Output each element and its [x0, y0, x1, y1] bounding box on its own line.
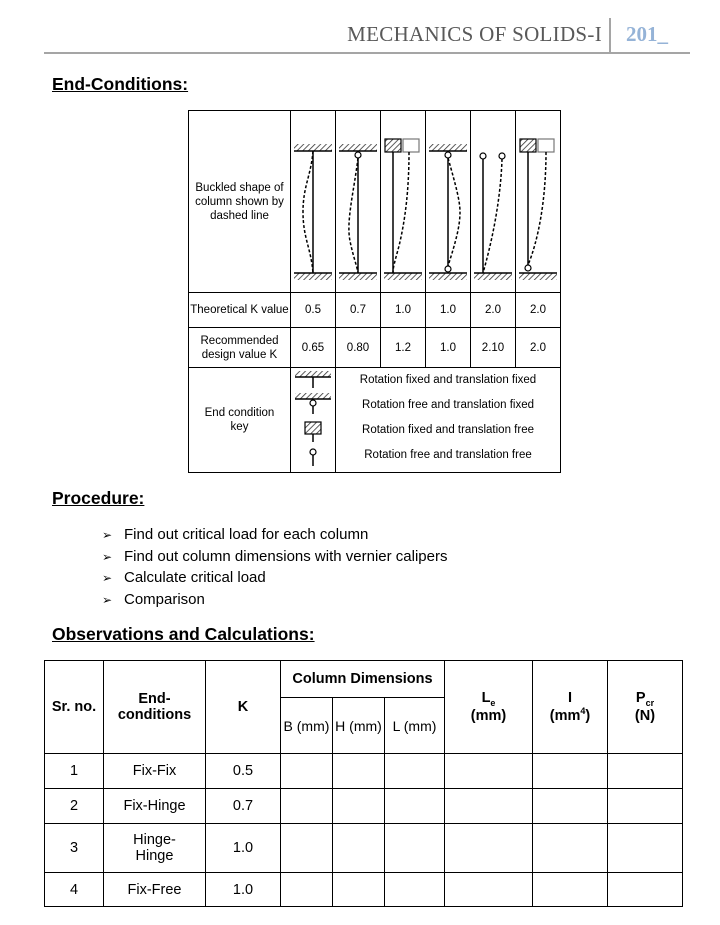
recommended-k-value: 2.10 — [471, 328, 516, 368]
key-item: Rotation fixed and translation free — [362, 424, 534, 436]
i-cell[interactable] — [533, 754, 608, 789]
b-header: B (mm) — [281, 698, 333, 754]
header-separator — [609, 18, 611, 52]
arrow-bullet-icon: ➢ — [102, 549, 113, 564]
recommended-k-value: 0.80 — [336, 328, 381, 368]
recommended-k-value: 0.65 — [291, 328, 336, 368]
theoretical-k-value: 0.7 — [336, 293, 381, 328]
column-diagram-fix-fix — [291, 111, 336, 293]
procedure-list — [102, 524, 447, 610]
k-cell: 0.7 — [206, 789, 281, 824]
l-cell[interactable] — [385, 824, 445, 873]
k-cell: 1.0 — [206, 824, 281, 873]
k-header: K — [206, 661, 281, 754]
recommended-k-row — [189, 328, 561, 368]
end-cell: Fix-Hinge — [104, 789, 206, 824]
observations-table — [44, 660, 683, 907]
sr-header: Sr. no. — [45, 661, 104, 754]
course-title: MECHANICS OF SOLIDS-I — [347, 22, 602, 46]
column-diagram-hinge-hinge — [426, 111, 471, 293]
b-cell[interactable] — [281, 789, 333, 824]
pcr-cell[interactable] — [608, 873, 683, 907]
l-cell[interactable] — [385, 873, 445, 907]
l-cell[interactable] — [385, 789, 445, 824]
key-item: Rotation free and translation free — [364, 449, 532, 461]
l-header: L (mm) — [385, 698, 445, 754]
sr-cell: 3 — [45, 824, 104, 873]
theoretical-k-value: 2.0 — [516, 293, 561, 328]
theoretical-k-value: 2.0 — [471, 293, 516, 328]
pcr-cell[interactable] — [608, 824, 683, 873]
end-conditions-table — [188, 110, 561, 473]
sr-cell: 1 — [45, 754, 104, 789]
theoretical-k-value: 0.5 — [291, 293, 336, 328]
key-symbols — [291, 368, 336, 473]
recommended-k-value: 2.0 — [516, 328, 561, 368]
le-cell[interactable] — [445, 754, 533, 789]
b-cell[interactable] — [281, 754, 333, 789]
arrow-bullet-icon: ➢ — [102, 528, 113, 542]
arrow-bullet-icon: ➢ — [102, 571, 113, 585]
b-cell[interactable] — [281, 873, 333, 907]
observations-heading: Observations and Calculations: — [52, 624, 315, 644]
h-header: H (mm) — [333, 698, 385, 754]
end-conditions-heading: End-Conditions: — [52, 74, 189, 94]
column-diagram-fix-free-slide — [381, 111, 426, 293]
table-row — [45, 789, 683, 824]
i-header: I $(mm^4)$ — [533, 661, 608, 754]
b-cell[interactable] — [281, 824, 333, 873]
column-dimensions-header: Column Dimensions — [281, 661, 445, 698]
table-row — [45, 824, 683, 873]
h-cell[interactable] — [333, 824, 385, 873]
table-row — [45, 873, 683, 907]
pcr-header: $P_{cr}$ (N) — [608, 661, 683, 754]
column-diagram-hinge-free — [471, 111, 516, 293]
key-item: Rotation fixed and translation fixed — [359, 374, 537, 386]
procedure-heading: Procedure: — [52, 488, 145, 508]
recommended-label: Recommended design value K — [189, 328, 291, 368]
theoretical-k-value: 1.0 — [381, 293, 426, 328]
i-cell[interactable] — [533, 873, 608, 907]
theoretical-label: Theoretical K value — [189, 293, 291, 328]
end-header: End-conditions — [104, 661, 206, 754]
shape-label: Buckled shape of column shown by dashed line — [189, 111, 291, 293]
key-descriptions — [336, 368, 561, 473]
end-cell: Fix-Fix — [104, 754, 206, 789]
h-cell[interactable] — [333, 789, 385, 824]
column-diagram-fix-free — [516, 111, 561, 293]
end-cell: Hinge-Hinge — [104, 824, 206, 873]
recommended-k-value: 1.2 — [381, 328, 426, 368]
le-header: $L_e$ (mm) — [445, 661, 533, 754]
k-cell: 0.5 — [206, 754, 281, 789]
l-cell[interactable] — [385, 754, 445, 789]
sr-cell: 4 — [45, 873, 104, 907]
table-row — [45, 754, 683, 789]
theoretical-k-value: 1.0 — [426, 293, 471, 328]
i-cell[interactable] — [533, 824, 608, 873]
end-condition-key-row — [189, 368, 561, 473]
header-row-top — [45, 661, 683, 698]
le-cell[interactable] — [445, 789, 533, 824]
i-cell[interactable] — [533, 789, 608, 824]
le-cell[interactable] — [445, 873, 533, 907]
procedure-step: ➢ Find out critical load for each column — [102, 524, 447, 546]
column-diagram-fix-hinge — [336, 111, 381, 293]
k-cell: 1.0 — [206, 873, 281, 907]
pcr-cell[interactable] — [608, 754, 683, 789]
procedure-step: ➢ Find out column dimensions with vernier calipers — [102, 546, 447, 568]
end-cell: Fix-Free — [104, 873, 206, 907]
h-cell[interactable] — [333, 873, 385, 907]
recommended-k-value: 1.0 — [426, 328, 471, 368]
key-label: End condition key — [189, 368, 291, 473]
sr-cell: 2 — [45, 789, 104, 824]
procedure-step: ➢ Calculate critical load — [102, 567, 447, 589]
key-item: Rotation free and translation fixed — [362, 399, 534, 411]
page-number: 201_ — [626, 22, 668, 46]
theoretical-k-row — [189, 293, 561, 328]
le-cell[interactable] — [445, 824, 533, 873]
procedure-step: ➢ Comparison — [102, 589, 447, 611]
page-header — [44, 14, 690, 54]
h-cell[interactable] — [333, 754, 385, 789]
pcr-cell[interactable] — [608, 789, 683, 824]
arrow-bullet-icon: ➢ — [102, 592, 113, 607]
buckled-shape-row — [189, 111, 561, 293]
